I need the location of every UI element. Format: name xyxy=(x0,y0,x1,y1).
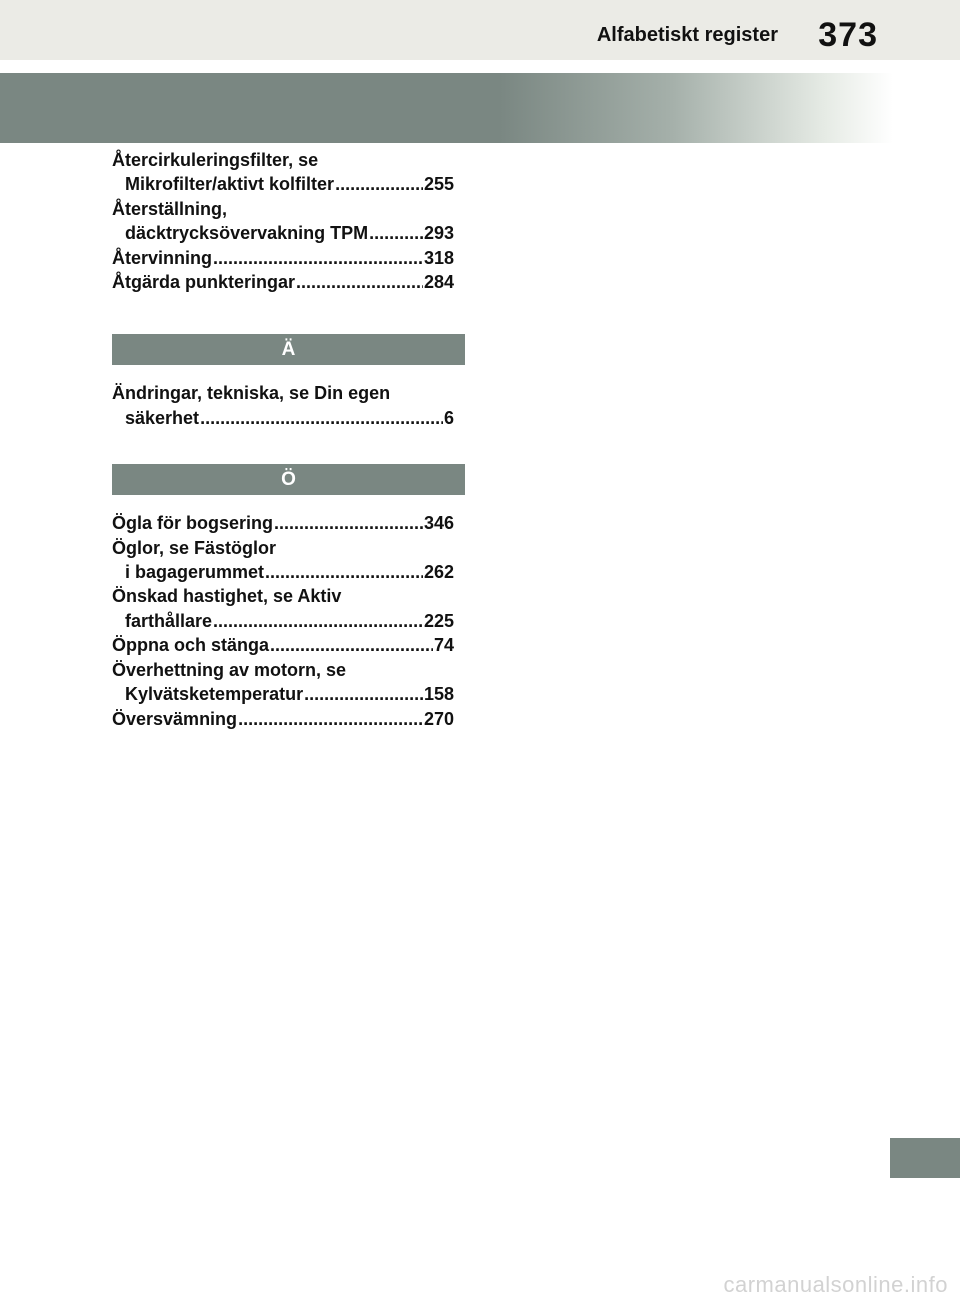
header-title: Alfabetiskt register xyxy=(596,24,778,46)
dot-leader xyxy=(304,682,423,706)
index-entry xyxy=(112,270,465,294)
entry-page: 225 xyxy=(423,610,454,631)
page-number: 373 xyxy=(818,16,878,54)
index-entry xyxy=(112,707,465,731)
dot-leader xyxy=(274,511,423,535)
entry-term: Ögla för bogsering xyxy=(112,513,274,534)
entry-term: Återcirkuleringsfilter, se xyxy=(112,150,319,170)
entry-page: 293 xyxy=(423,223,454,244)
entry-term: Återvinning xyxy=(112,247,213,268)
dot-leader xyxy=(238,707,423,731)
entry-subterm: farthållare xyxy=(125,610,213,631)
entry-term: Ändringar, tekniska, se Din egen xyxy=(112,383,391,404)
entry-leader-line xyxy=(112,560,465,584)
entry-leader-line xyxy=(112,406,465,430)
dot-leader xyxy=(369,221,423,245)
index-entry xyxy=(112,148,465,197)
entry-subterm: Kylvätsketemperatur xyxy=(125,684,304,705)
entry-leader-line xyxy=(112,707,465,731)
entry-page: 262 xyxy=(423,562,454,583)
entry-term: Överhettning av motorn, se xyxy=(112,659,347,680)
entry-page: 6 xyxy=(443,407,454,428)
watermark-text: carmanualsonline.info xyxy=(723,1272,948,1297)
entry-leader-line xyxy=(112,633,465,657)
entry-subterm: säkerhet xyxy=(125,407,200,428)
entry-term: Öppna och stänga xyxy=(112,635,270,656)
entry-leader-line xyxy=(112,511,465,535)
entry-term: Önskad hastighet, se Aktiv xyxy=(112,586,342,607)
entry-leader-line xyxy=(112,221,465,245)
header-strip xyxy=(0,0,960,60)
index-entry xyxy=(112,197,465,246)
index-entry xyxy=(112,633,465,657)
entry-page: 346 xyxy=(423,513,454,534)
index-entry xyxy=(112,536,465,585)
index-entry xyxy=(112,584,465,633)
entry-page: 74 xyxy=(433,635,454,656)
dot-leader xyxy=(270,633,433,657)
entry-subterm: i bagagerummet xyxy=(125,562,265,583)
entry-leader-line xyxy=(112,682,465,706)
entry-subterm: Mikrofilter/aktivt kolfilter xyxy=(125,174,335,195)
entry-term: Åtgärda punkteringar xyxy=(112,272,296,293)
section-header-o-umlaut: Ö xyxy=(112,464,465,495)
dot-leader xyxy=(213,246,423,270)
index-column xyxy=(112,148,465,731)
dot-leader xyxy=(213,609,423,633)
entry-term: Återställning, xyxy=(112,198,228,219)
entry-subterm: däcktrycksövervakning TPM xyxy=(125,223,369,244)
entry-leader-line xyxy=(112,270,465,294)
dot-leader xyxy=(265,560,423,584)
entry-page: 255 xyxy=(423,174,454,195)
header-banner xyxy=(0,73,960,143)
entry-page: 284 xyxy=(423,272,454,293)
index-entry xyxy=(112,658,465,707)
dot-leader xyxy=(200,406,443,430)
index-entry xyxy=(112,381,465,430)
entry-page: 318 xyxy=(423,247,454,268)
entry-leader-line xyxy=(112,172,465,196)
index-entry xyxy=(112,511,465,535)
entry-term: Öglor, se Fästöglor xyxy=(112,537,277,558)
chapter-thumb-tab xyxy=(890,1138,960,1178)
entry-leader-line xyxy=(112,609,465,633)
entry-page: 270 xyxy=(423,708,454,729)
index-entry xyxy=(112,246,465,270)
dot-leader xyxy=(335,172,423,196)
entry-page: 158 xyxy=(423,684,454,705)
entry-leader-line xyxy=(112,246,465,270)
section-header-a-umlaut: Ä xyxy=(112,334,465,365)
entry-term: Översvämning xyxy=(112,708,238,729)
dot-leader xyxy=(296,270,423,294)
